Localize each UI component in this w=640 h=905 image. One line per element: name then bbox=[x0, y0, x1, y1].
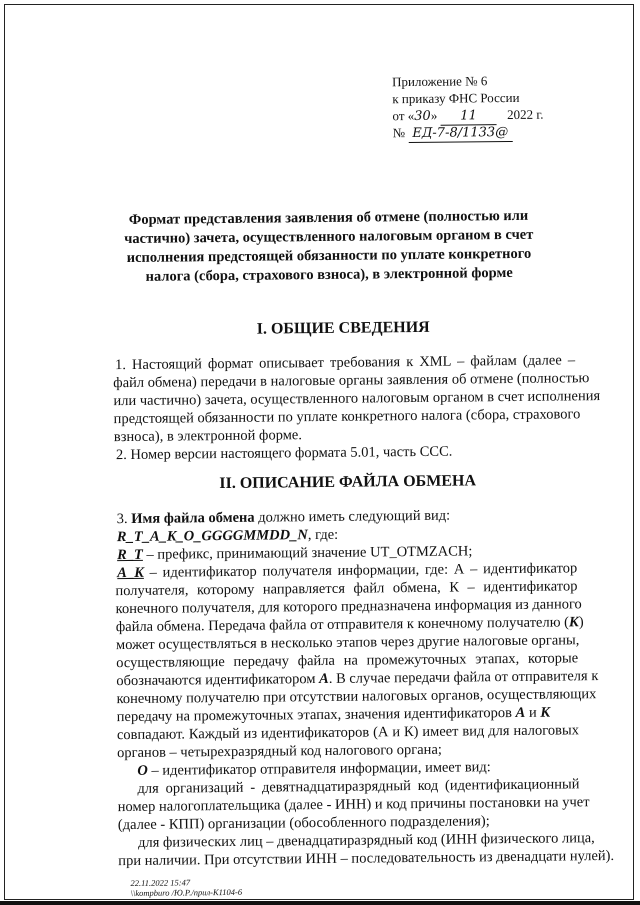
order-date: от «30» 11 2022 г. bbox=[392, 106, 544, 124]
section-2-text: 3. Имя файла обмена должно иметь следующий вид: R_T_A_K_O_GGGGMMDD_N, где: R_T – префикс, принимающий значение UT_OTMZACH; A_K – идентификатор получателя информации, где: А – идентификатор получателя, которому направляется файл обмена, К – идентификатор конечного получателя, для которого предназначена информация из данного файла обмена. Передача файла от отправителя к конечному получателю (К) может осуществляться в несколько этапов через другие налоговые органы, осуществляющие передачу файла на промежуточных этапах, которые обозначаются идентификатором А. В случае передачи файла от отправителя к конечному получателю при отсутствии налоговых органов, осуществляющих передачу на промежуточных этапах, значения идентификаторов А и К совпадают. Каждый из идентификаторов (А и К) имеет вид для налоговых органов – четырехразрядный код налогового органа; О – идентификатор отправителя информации, имеет вид: для организаций - девятнадцатиразрядный код (идентификационный номер налогоплательщика (далее - ИНН) и код причины постановки на учет (далее - КПП) организации (обособленного подразделения); для физических лиц – двенадцатиразрядный код (ИНН физического лица, при наличии. При отсутствии ИНН – последовательность из двенадцати нулей). bbox=[115, 507, 615, 870]
print-footer: 22.11.2022 15:47 \\kompburo /Ю.Р./npuл-К1104-6 bbox=[130, 877, 243, 899]
handwritten-month: 11 bbox=[440, 107, 496, 126]
paragraph-3: 3. Имя файла обмена должно иметь следующий вид: bbox=[116, 507, 451, 528]
order-reference: к приказу ФНС России bbox=[392, 89, 520, 107]
appendix-label: Приложение № 6 bbox=[392, 73, 488, 90]
prefix-definition: R_T – префикс, принимающий значение UT_OTMZACH; bbox=[116, 543, 473, 564]
ak-definition-line-1: A_K – идентификатор получателя информации, где: А – идентификатор bbox=[117, 560, 578, 582]
handwritten-day: 30 bbox=[414, 108, 431, 124]
sender-definition: О – идентификатор отправителя информации, имеет вид: bbox=[137, 759, 491, 779]
document-page bbox=[1, 3, 638, 903]
section-1-heading: I. ОБЩИЕ СВЕДЕНИЯ bbox=[256, 318, 430, 338]
scan-edge bbox=[0, 901, 640, 905]
section-2-heading: II. ОПИСАНИЕ ФАЙЛА ОБМЕНА bbox=[219, 472, 477, 493]
handwritten-order-number: ЕД-7-8/1133@ bbox=[408, 124, 512, 143]
document-title: Формат представления заявления об отмене (полностью или частично) зачета, осуществленного налоговым органом в счет исполнения предстоящей обязанности по уплате конкретного налога (сбора, страхового взноса), в электронной форме bbox=[124, 207, 534, 285]
order-number: № ЕД-7-8/1133@ bbox=[393, 123, 513, 143]
section-1-text: 1. Настоящий формат описывает требования к XML – файлам (далее – файл обмена) передачи в налоговые органы заявления об отмене (полностью или частично) зачета, осуществленного налоговым органом в счет исполнения предстоящей обязанности по уплате конкретного налога (сбора, страхового взноса), в электронной форме. 2. Номер версии настоящего формата 5.01, часть CCC. bbox=[113, 352, 601, 464]
file-name-pattern: R_T_A_K_O_GGGGMMDD_N, где: bbox=[116, 526, 339, 546]
